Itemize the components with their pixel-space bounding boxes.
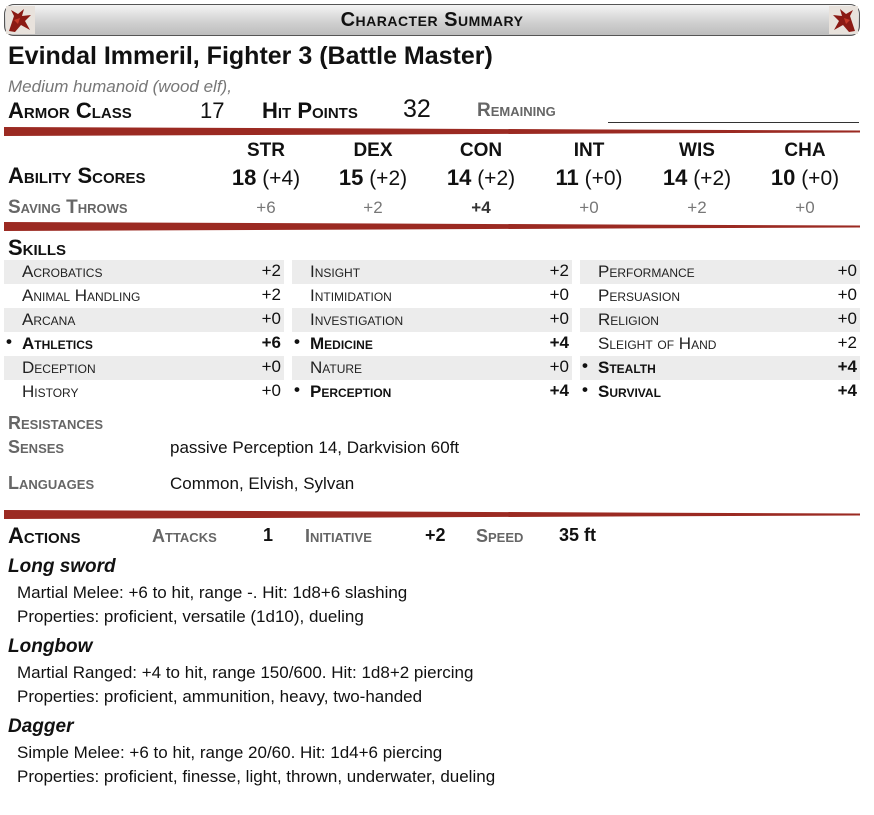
ability-score: 18 (+4) [231, 165, 301, 190]
resistances-label: Resistances [8, 413, 104, 433]
skill-name: Survival [598, 382, 661, 401]
weapon-properties-line: Properties: proficient, ammunition, heavy, two-handed [17, 687, 423, 706]
proficiency-bullet: • [294, 380, 300, 399]
skill-value: +0 [261, 381, 281, 400]
ability-score: 11 (+0) [555, 165, 623, 190]
skill-name: Performance [598, 262, 695, 281]
proficiency-bullet: • [582, 380, 588, 399]
skill-value: +2 [837, 333, 857, 352]
skill-row [4, 260, 284, 284]
ability-name: CHA [784, 140, 826, 161]
section-divider [4, 127, 860, 136]
character-type: Medium humanoid (wood elf), [8, 77, 232, 96]
weapon-properties-line: Properties: proficient, finesse, light, thrown, underwater, dueling [17, 767, 496, 786]
section-divider [4, 222, 860, 231]
ability-save: +4 [471, 198, 491, 217]
skill-value: +0 [837, 309, 857, 328]
proficiency-bullet: • [6, 332, 12, 351]
ability-score: 14 (+2) [662, 165, 732, 190]
skill-value: +4 [837, 357, 857, 376]
ability-name: WIS [679, 140, 715, 161]
weapon-attack-line: Martial Ranged: +4 to hit, range 150/600. Hit: 1d8+2 piercing [17, 663, 474, 682]
banner-title: Character Summary [340, 9, 524, 31]
languages-label: Languages [8, 473, 95, 493]
skill-name: Nature [310, 358, 363, 377]
skill-row [580, 332, 860, 356]
skill-row [292, 356, 572, 380]
armor-class-value: 17 [200, 98, 225, 123]
weapon-name: Dagger [8, 716, 74, 737]
proficiency-bullet: • [582, 356, 588, 375]
skill-name: Perception [310, 382, 392, 401]
skill-name: Athletics [22, 334, 93, 353]
skill-value: +6 [261, 333, 281, 352]
ability-save: +2 [363, 198, 383, 217]
initiative-value: +2 [425, 525, 446, 545]
skill-value: +0 [261, 309, 281, 328]
skill-name: Insight [310, 262, 361, 281]
skills-column-2 [292, 260, 572, 404]
proficiency-bullet: • [294, 332, 300, 351]
hit-points-value: 32 [403, 95, 431, 123]
ability-scores-label: Ability Scores [8, 163, 146, 188]
senses-value: passive Perception 14, Darkvision 60ft [170, 438, 460, 457]
remaining-hp-line[interactable] [608, 122, 859, 123]
title-banner [4, 4, 860, 36]
skill-name: Medicine [310, 334, 373, 353]
skill-row [292, 332, 572, 356]
skills-label: Skills [8, 235, 67, 260]
skill-value: +0 [261, 357, 281, 376]
skill-name: Sleight of Hand [598, 334, 717, 353]
skill-value: +0 [549, 357, 569, 376]
skill-row [4, 356, 284, 380]
skill-value: +2 [261, 261, 281, 280]
skill-name: Deception [22, 358, 96, 377]
skill-name: Animal Handling [22, 286, 141, 305]
ability-save: +2 [687, 198, 707, 217]
skill-row [4, 332, 284, 356]
red-dragon-icon [6, 6, 35, 34]
skill-name: Acrobatics [22, 262, 103, 281]
saving-throws-label: Saving Throws [8, 197, 128, 218]
character-name: Evindal Immeril, Fighter 3 (Battle Master) [8, 42, 493, 70]
skill-row [4, 308, 284, 332]
armor-class-label: Armor Class [8, 98, 132, 123]
skill-value: +2 [549, 261, 569, 280]
skill-value: +4 [837, 381, 857, 400]
skill-value: +4 [549, 381, 569, 400]
weapon-name: Long sword [8, 556, 116, 577]
skill-name: Stealth [598, 358, 656, 377]
skill-row [292, 308, 572, 332]
skill-row [580, 356, 860, 380]
speed-value: 35 ft [559, 525, 597, 545]
skill-name: Arcana [22, 310, 76, 329]
languages-value: Common, Elvish, Sylvan [170, 474, 355, 493]
weapon-name: Longbow [8, 636, 93, 657]
attacks-value: 1 [263, 525, 274, 545]
weapon-properties-line: Properties: proficient, versatile (1d10), dueling [17, 607, 364, 626]
skill-row [292, 380, 572, 404]
skill-row [4, 380, 284, 404]
ability-name: INT [573, 140, 605, 161]
ability-save: +0 [579, 198, 599, 217]
skill-value: +0 [549, 285, 569, 304]
attacks-label: Attacks [152, 526, 217, 546]
section-divider [4, 510, 860, 519]
ability-score: 14 (+2) [446, 165, 516, 190]
skill-value: +0 [837, 261, 857, 280]
actions-label: Actions [8, 523, 81, 548]
ability-name: CON [459, 140, 503, 161]
skill-name: Investigation [310, 310, 404, 329]
skill-value: +0 [549, 309, 569, 328]
speed-label: Speed [476, 526, 524, 546]
skill-value: +4 [549, 333, 569, 352]
skill-row [4, 284, 284, 308]
skill-name: Persuasion [598, 286, 681, 305]
ability-score: 10 (+0) [770, 165, 840, 190]
remaining-label: Remaining [477, 100, 556, 121]
weapon-attack-line: Simple Melee: +6 to hit, range 20/60. Hit: 1d4+6 piercing [17, 743, 443, 762]
senses-label: Senses [8, 437, 65, 457]
skill-row [580, 308, 860, 332]
skill-name: Intimidation [310, 286, 392, 305]
skill-row [292, 260, 572, 284]
skills-column-3 [580, 260, 860, 404]
skill-row [580, 380, 860, 404]
hit-points-label: Hit Points [262, 98, 358, 123]
skill-name: History [22, 382, 79, 401]
skills-column-1 [4, 260, 284, 404]
skill-value: +0 [837, 285, 857, 304]
ability-save: +6 [256, 198, 276, 217]
ability-score: 15 (+2) [338, 165, 408, 190]
red-dragon-icon [829, 6, 858, 34]
skill-name: Religion [598, 310, 659, 329]
skill-row [580, 284, 860, 308]
skill-row [292, 284, 572, 308]
ability-name: STR [247, 140, 285, 161]
initiative-label: Initiative [305, 526, 372, 546]
skill-value: +2 [261, 285, 281, 304]
skill-row [580, 260, 860, 284]
weapon-attack-line: Martial Melee: +6 to hit, range -. Hit: 1d8+6 slashing [17, 583, 408, 602]
ability-name: DEX [353, 140, 393, 161]
ability-save: +0 [795, 198, 815, 217]
